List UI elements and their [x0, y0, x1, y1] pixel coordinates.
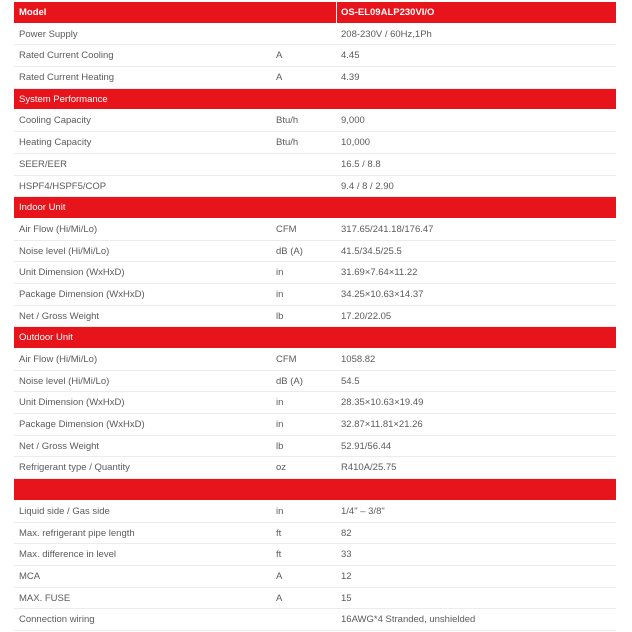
spec-label: Noise level (Hi/Mi/Lo)	[19, 245, 110, 257]
spec-unit: in	[276, 288, 284, 300]
spec-row	[14, 392, 616, 414]
spec-value: 16AWG*4 Stranded, unshielded	[341, 614, 476, 626]
spec-value: 208-230V / 60Hz,1Ph	[341, 28, 432, 40]
spec-label: Net / Gross Weight	[19, 310, 100, 322]
spec-unit: in	[276, 267, 284, 279]
spec-row	[14, 154, 616, 176]
spec-value: 28.35×10.63×19.49	[341, 397, 424, 409]
spec-unit: Btu/h	[276, 137, 299, 149]
spec-label: HSPF4/HSPF5/COP	[19, 180, 107, 192]
spec-row	[14, 24, 616, 46]
section-title: Indoor Unit	[19, 202, 66, 214]
spec-label: Max. difference in level	[19, 549, 116, 561]
section-title: System Performance	[19, 93, 108, 105]
spec-value: 52.91/56.44	[341, 440, 392, 452]
spec-label: Cooling Capacity	[19, 115, 91, 127]
spec-label: Connection wiring	[19, 614, 95, 626]
spec-row	[14, 414, 616, 436]
spec-label: MAX. FUSE	[19, 592, 71, 604]
spec-unit: A	[276, 72, 283, 84]
spec-value: 17.20/22.05	[341, 310, 392, 322]
spec-label: MCA	[19, 570, 41, 582]
spec-row	[14, 544, 616, 566]
spec-row	[14, 566, 616, 588]
spec-row	[14, 501, 616, 523]
spec-unit: lb	[276, 440, 284, 452]
spec-unit: CFM	[276, 354, 297, 365]
model-header-row	[14, 2, 616, 24]
spec-label: SEER/EER	[19, 158, 68, 170]
spec-value: 317.65/241.18/176.47	[341, 223, 434, 235]
spec-unit: A	[276, 570, 283, 582]
spec-label: Package Dimension (WxHxD)	[19, 288, 145, 300]
spec-value: 16.5 / 8.8	[341, 158, 381, 170]
spec-row	[14, 45, 616, 67]
header-divider	[336, 2, 337, 23]
spec-row	[14, 457, 616, 479]
spec-value: R410A/25.75	[341, 462, 397, 474]
spec-row	[14, 371, 616, 393]
spec-unit: dB (A)	[276, 245, 303, 257]
spec-unit: in	[276, 419, 284, 431]
section-header-system-performance	[14, 89, 616, 111]
spec-unit: in	[276, 397, 284, 409]
spec-row	[14, 241, 616, 263]
spec-label: Max. refrigerant pipe length	[19, 527, 135, 539]
spec-value: 33	[341, 549, 352, 561]
model-header-label: Model	[19, 7, 47, 18]
spec-label: Liquid side / Gas side	[19, 505, 110, 517]
spec-unit: A	[276, 592, 283, 604]
spec-label: Refrigerant type / Quantity	[19, 462, 130, 474]
spec-value: 34.25×10.63×14.37	[341, 288, 424, 300]
spec-row	[14, 306, 616, 328]
spec-unit: oz	[276, 462, 287, 474]
spec-label: Net / Gross Weight	[19, 440, 100, 452]
spec-unit: dB (A)	[276, 375, 303, 387]
spec-row	[14, 436, 616, 458]
spec-label: Package Dimension (WxHxD)	[19, 419, 145, 431]
spec-row	[14, 110, 616, 132]
spec-label: Noise level (Hi/Mi/Lo)	[19, 375, 110, 387]
spec-label: Power Supply	[19, 28, 78, 40]
spec-label: Unit Dimension (WxHxD)	[19, 267, 125, 279]
spec-unit: A	[276, 50, 283, 62]
spec-unit: lb	[276, 310, 284, 322]
spec-row	[14, 284, 616, 306]
spec-value: 31.69×7.64×11.22	[341, 267, 418, 279]
spec-label: Rated Current Cooling	[19, 50, 114, 62]
spec-label: Air Flow (Hi/Mi/Lo)	[19, 223, 98, 235]
spec-row	[14, 588, 616, 610]
spec-row	[14, 523, 616, 545]
section-header-piping	[14, 479, 616, 501]
spec-value: 15	[341, 592, 352, 604]
spec-table	[14, 2, 616, 631]
spec-unit: in	[276, 505, 284, 517]
spec-row	[14, 219, 616, 241]
spec-row	[14, 262, 616, 284]
spec-unit: ft	[276, 527, 282, 539]
spec-value: 4.45	[341, 50, 360, 62]
spec-label: Unit Dimension (WxHxD)	[19, 397, 125, 409]
model-number: OS-EL09ALP230VI/O	[341, 7, 435, 18]
spec-label: Heating Capacity	[19, 137, 92, 149]
spec-row	[14, 67, 616, 89]
spec-unit: CFM	[276, 223, 297, 235]
section-title: Outdoor Unit	[19, 332, 73, 344]
spec-value: 9,000	[341, 115, 365, 127]
spec-value: 10,000	[341, 137, 371, 149]
spec-value: 9.4 / 8 / 2.90	[341, 180, 394, 192]
spec-value: 4.39	[341, 72, 360, 84]
spec-value: 1058.82	[341, 354, 376, 365]
spec-value: 41.5/34.5/25.5	[341, 245, 402, 257]
spec-unit: Btu/h	[276, 115, 299, 127]
spec-value: 1/4" – 3/8"	[341, 505, 385, 517]
spec-row	[14, 132, 616, 154]
spec-row	[14, 609, 616, 631]
section-header-indoor-unit	[14, 197, 616, 219]
spec-value: 32.87×11.81×21.26	[341, 419, 423, 431]
spec-value: 82	[341, 527, 352, 539]
spec-value: 54.5	[341, 375, 360, 387]
spec-row	[14, 349, 616, 371]
spec-unit: ft	[276, 549, 282, 561]
spec-label: Air Flow (Hi/Mi/Lo)	[19, 354, 98, 365]
spec-value: 12	[341, 570, 352, 582]
spec-label: Rated Current Heating	[19, 72, 115, 84]
spec-row	[14, 176, 616, 198]
section-header-outdoor-unit	[14, 327, 616, 349]
